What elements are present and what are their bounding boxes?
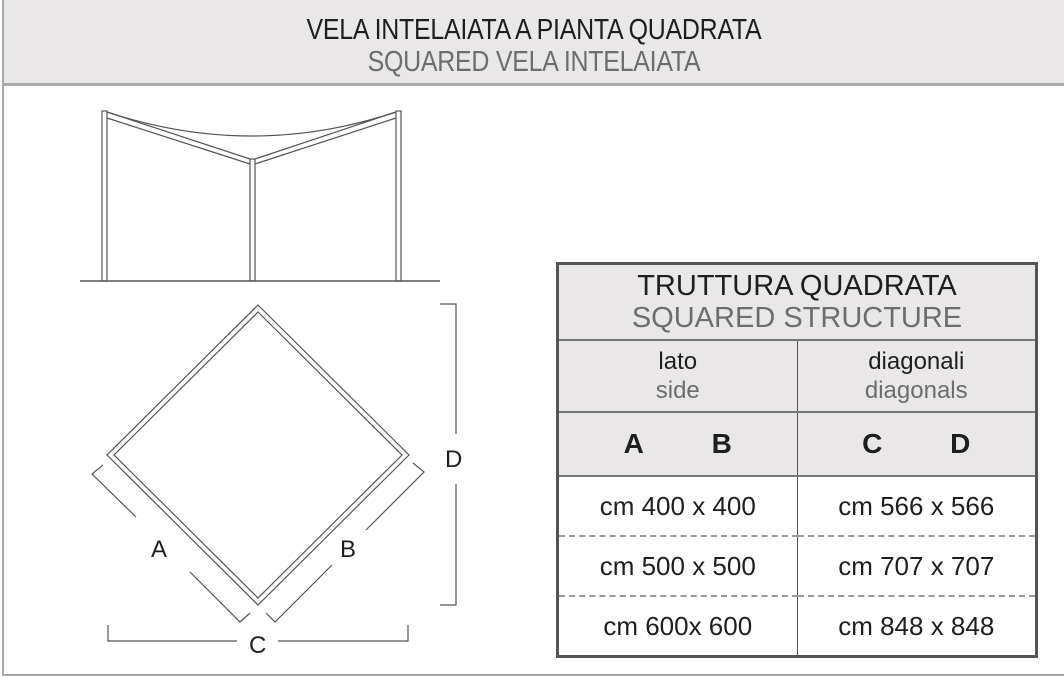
letters-side (558, 412, 798, 476)
column-side-italian: lato (658, 348, 698, 375)
letter-b: B (711, 428, 732, 459)
column-side-english: side (655, 377, 700, 404)
table-row (558, 596, 1037, 657)
letter-d: D (950, 428, 971, 459)
column-diagonals-italian: diagonali (868, 348, 965, 375)
dimension-label-c: C (249, 632, 267, 659)
title-italian: VELA INTELAIATA A PIANTA QUADRATA (306, 14, 762, 46)
table-title-row (558, 264, 1037, 341)
dimension-label-b: B (340, 536, 357, 563)
cell-side: cm 600x 600 (558, 596, 798, 657)
cell-side: cm 500 x 500 (558, 536, 798, 596)
cell-diagonal: cm 707 x 707 (797, 536, 1037, 596)
table-title-italian: TRUTTURA QUADRATA (637, 270, 957, 302)
table-letters-row (558, 412, 1037, 476)
column-diagonals-english: diagonals (864, 377, 968, 404)
letter-c: C (862, 428, 883, 459)
dimensions-table (556, 262, 1038, 658)
cell-side: cm 400 x 400 (558, 476, 798, 536)
table-row (558, 536, 1037, 596)
cell-diagonal: cm 848 x 848 (797, 596, 1037, 657)
dimension-label-a: A (151, 536, 168, 563)
table-title-english: SQUARED STRUCTURE (631, 302, 963, 334)
cell-diagonal: cm 566 x 566 (797, 476, 1037, 536)
column-header-diagonals (797, 340, 1037, 412)
table-row (558, 476, 1037, 536)
letter-a: A (623, 428, 644, 459)
table-column-header-row (558, 340, 1037, 412)
plan-view (92, 304, 456, 641)
dimension-label-d: D (445, 446, 463, 473)
column-header-side (558, 340, 798, 412)
title-english: SQUARED VELA INTELAIATA (367, 46, 701, 78)
letters-diagonals (797, 412, 1037, 476)
table-title-cell (558, 264, 1037, 341)
elevation-view (80, 111, 440, 281)
